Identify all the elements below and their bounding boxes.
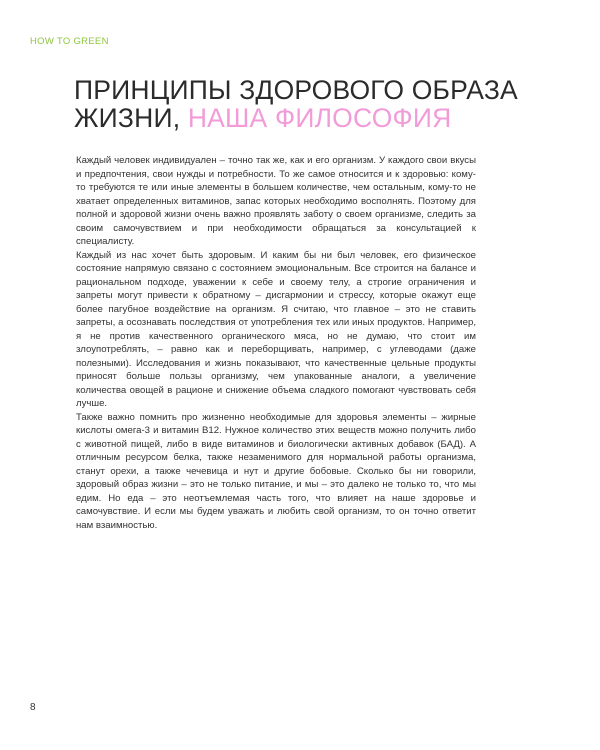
title-line-2-accent: НАША ФИЛОСОФИЯ xyxy=(187,103,452,133)
running-head: HOW TO GREEN xyxy=(30,36,109,47)
paragraph-3: Также важно помнить про жизненно необходимые для здоровья элементы – жирные кислоты омега-3 и витамин B12. Нужное количество этих веществ можно получить либо с животной пищей, либо в виде витаминов и биологически активных добавок (БАД). А отличным ресурсом белка, также незаменимого для нормальной работы организма, станут орехи, а также чечевица и нут и другие бобовые. Сколько бы ни говорили, здоровый образ жизни – это не только питание, и мы – это далеко не только то, что мы едим. Но еда – это неотъемлемая часть того, что влияет на наше здоровье и самочувствие. И если мы будем уважать и любить свой организм, то он точно ответит нам взаимностью. xyxy=(76,411,476,531)
page-number: 8 xyxy=(30,702,36,713)
paragraph-2: Каждый из нас хочет быть здоровым. И каким бы ни был человек, его физическое состояние напрямую связано с состоянием эмоциональным. Все строится на балансе и рациональном подходе, уважении к себе и своему телу, а строгие ограничения и запреты могут привести к обратному – дисгармонии и стрессу, которые окажут еще более пагубное воздействие на организм. Я считаю, что главное – это не ставить запреты, а осознавать последствия от употребления тех или иных продуктов. Например, я не против качественного органического мяса, но не думаю, что стоит им злоупотреблять, – равно как и переборщивать, например, с углеводами (даже полезными). Исследования и жизнь показывают, что качественные цельные продукты приносят больше пользы организму, чем упакованные аналоги, а увеличение количества овощей в рационе и снижение объема сладкого помогают чувствовать себя лучше. xyxy=(76,249,476,409)
page-title xyxy=(74,76,574,132)
paragraph-1: Каждый человек индивидуален – точно так же, как и его организм. У каждого свои вкусы и предпочтения, свои нужды и потребности. То же самое относится и к здоровью: кому-то требуются те или иные элементы в большем количестве, чем остальным, кому-то не хватает определенных витаминов, запас которых необходимо восполнять. Поэтому для полной и здоровой жизни очень важно проявлять заботу о своем организме, следить за своим самочувствием и при необходимости обращаться за консультацией к специалисту. xyxy=(76,155,476,247)
title-line-1: ПРИНЦИПЫ ЗДОРОВОГО ОБРАЗА xyxy=(74,75,518,105)
body-text xyxy=(76,154,476,532)
title-line-2-prefix: ЖИЗНИ, xyxy=(74,103,188,133)
